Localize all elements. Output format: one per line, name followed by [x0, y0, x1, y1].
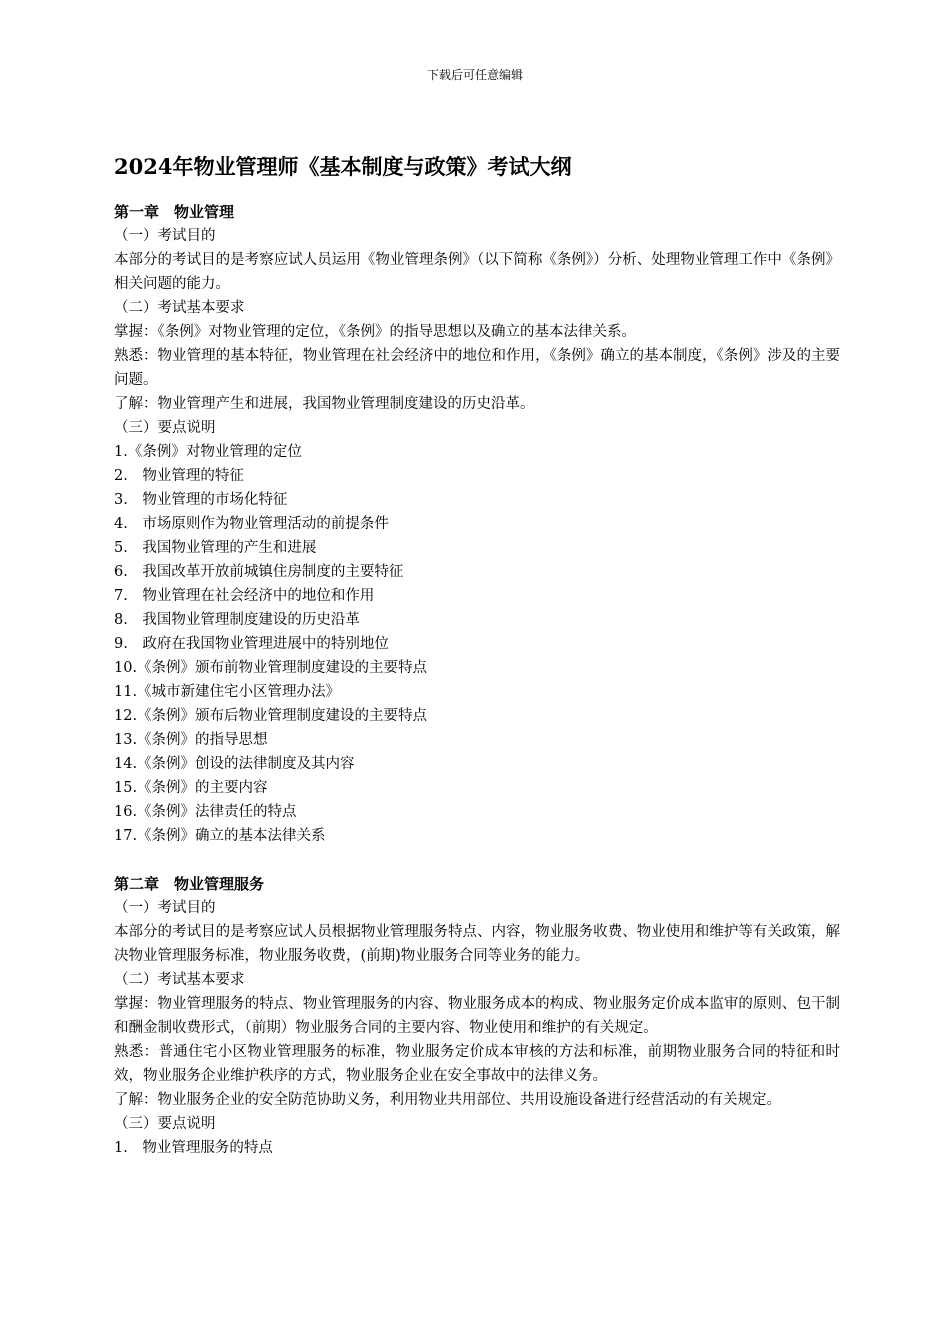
list-item: 10.《条例》颁布前物业管理制度建设的主要特点	[114, 660, 428, 676]
list-item: 13.《条例》的指导思想	[114, 732, 268, 748]
objective-label: （一）考试目的	[114, 228, 216, 244]
chapter-2	[114, 872, 840, 1160]
requirement-master: 掌握：《条例》对物业管理的定位，《条例》的指导思想以及确立的基本法律关系。	[114, 324, 636, 340]
requirements-label: （二）考试基本要求	[114, 972, 245, 988]
list-item: 4. 市场原则作为物业管理活动的前提条件	[114, 516, 389, 532]
objective-label: （一）考试目的	[114, 900, 216, 916]
list-item: 15.《条例》的主要内容	[114, 780, 268, 796]
list-item: 16.《条例》法律责任的特点	[114, 804, 297, 820]
list-item: 11.《城市新建住宅小区管理办法》	[114, 684, 341, 700]
list-item: 14.《条例》创设的法律制度及其内容	[114, 756, 355, 772]
points-label: （三）要点说明	[114, 1116, 216, 1132]
requirement-familiar: 熟悉：普通住宅小区物业管理服务的标准，物业服务定价成本审核的方法和标准，前期物业服务合同的特征和时效，物业服务企业维护秩序的方式，物业服务企业在安全事故中的法律义务。	[114, 1044, 840, 1084]
document-title: 2024年物业管理师《基本制度与政策》考试大纲	[114, 154, 572, 179]
points-label: （三）要点说明	[114, 420, 216, 436]
list-item: 17.《条例》确立的基本法律关系	[114, 828, 326, 844]
list-item: 7. 物业管理在社会经济中的地位和作用	[114, 588, 375, 604]
chapter-heading: 第一章 物业管理	[114, 203, 235, 221]
requirements-label: （二）考试基本要求	[114, 300, 245, 316]
list-item: 8. 我国物业管理制度建设的历史沿革	[114, 612, 360, 628]
list-item: 6. 我国改革开放前城镇住房制度的主要特征	[114, 564, 404, 580]
objective-text: 本部分的考试目的是考察应试人员根据物业管理服务特点、内容，物业服务收费、物业使用和维护等有关政策，解决物业管理服务标准，物业服务收费，(前期)物业服务合同等业务的能力。	[114, 924, 840, 964]
chapter-1	[114, 200, 840, 848]
list-item: 1. 物业管理服务的特点	[114, 1140, 273, 1156]
list-item: 3. 物业管理的市场化特征	[114, 492, 288, 508]
list-item: 5. 我国物业管理的产生和进展	[114, 540, 317, 556]
chapter-heading: 第二章 物业管理服务	[114, 875, 265, 893]
requirement-master: 掌握：物业管理服务的特点、物业管理服务的内容、物业服务成本的构成、物业服务定价成本监审的原则、包干制和酬金制收费形式，（前期）物业服务合同的主要内容、物业使用和维护的有关规定。	[114, 996, 840, 1036]
requirement-understand: 了解：物业管理产生和进展，我国物业管理制度建设的历史沿革。	[114, 396, 535, 412]
requirement-understand: 了解：物业服务企业的安全防范协助义务，利用物业共用部位、共用设施设备进行经营活动的有关规定。	[114, 1092, 781, 1108]
points-list	[114, 1136, 840, 1160]
list-item: 1.《条例》对物业管理的定位	[114, 444, 302, 460]
list-item: 12.《条例》颁布后物业管理制度建设的主要特点	[114, 708, 428, 724]
objective-text: 本部分的考试目的是考察应试人员运用《物业管理条例》（以下简称《条例》）分析、处理物业管理工作中《条例》相关问题的能力。	[114, 252, 840, 292]
document-body	[114, 150, 840, 1160]
points-list	[114, 440, 840, 848]
requirement-familiar: 熟悉：物业管理的基本特征，物业管理在社会经济中的地位和作用，《条例》确立的基本制度，《条例》涉及的主要问题。	[114, 348, 840, 388]
list-item: 2. 物业管理的特征	[114, 468, 244, 484]
list-item: 9. 政府在我国物业管理进展中的特别地位	[114, 636, 389, 652]
header-note: 下载后可任意编辑	[426, 68, 523, 82]
